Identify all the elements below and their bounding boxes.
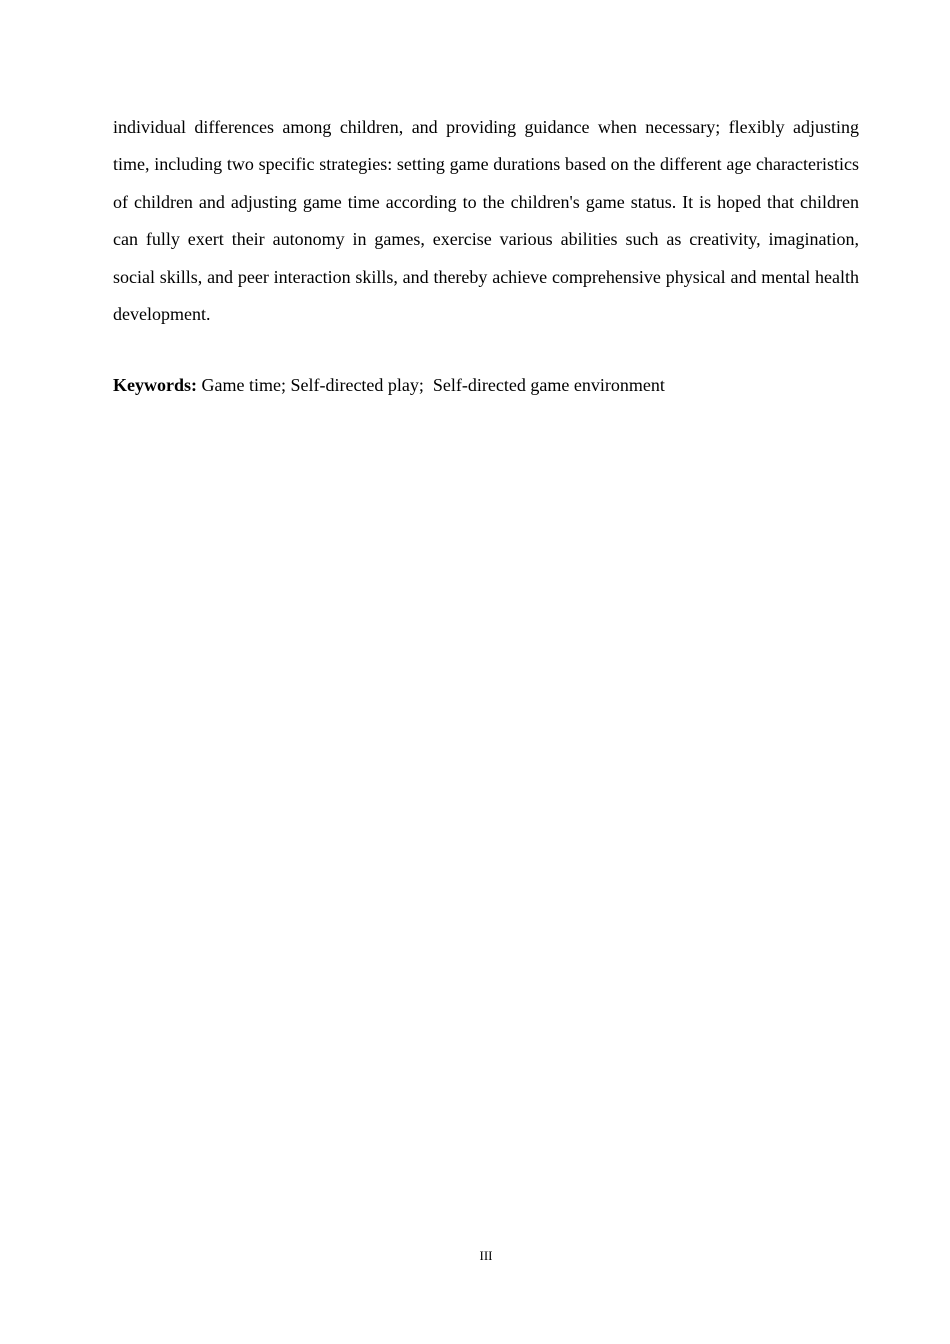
abstract-paragraph: individual differences among children, and providing guidance when necessary; flexibly adjusting time, including two specific strategies: setting game durations based on the different age characteristics of children and adjusting game time according to the children's game status. It is hoped that children can fully exert their autonomy in games, exercise various abilities such as creativity, imagination, social skills, and peer interaction skills, and thereby achieve comprehensive physical and mental health development. (113, 117, 859, 325)
keywords-line (113, 370, 859, 400)
page-number: III (479, 1248, 493, 1263)
keywords-text: Game time; Self-directed play; Self-directed game environment (197, 375, 665, 395)
keywords-label: Keywords: (113, 375, 197, 395)
